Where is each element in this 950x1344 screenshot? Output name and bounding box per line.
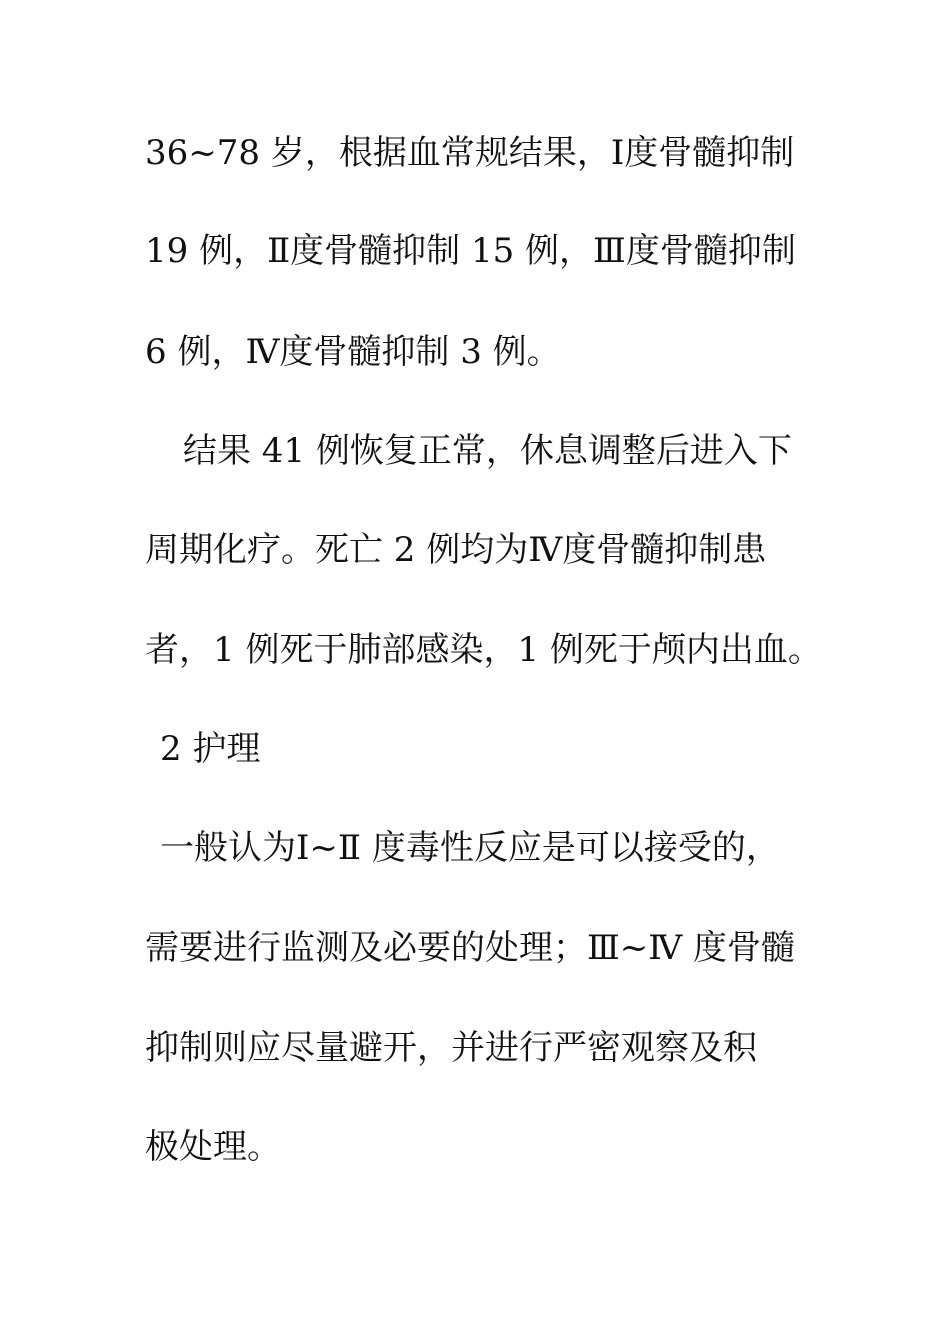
paragraph-start-line: 一般认为Ⅰ~Ⅱ 度毒性反应是可以接受的， <box>160 828 780 868</box>
text-line: 者，1 例死于肺部感染，1 例死于颅内出血。 <box>145 630 822 670</box>
text-line: 36~78 岁，根据血常规结果，Ⅰ度骨髓抑制 <box>145 133 795 173</box>
text-line: 需要进行监测及必要的处理；Ⅲ~Ⅳ 度骨髓 <box>145 928 796 968</box>
text-line: 19 例，Ⅱ度骨髓抑制 15 例，Ⅲ度骨髓抑制 <box>145 231 796 271</box>
text-line: 极处理。 <box>145 1127 281 1167</box>
text-line: 抑制则应尽量避开，并进行严密观察及积 <box>145 1028 757 1068</box>
text-line: 6 例，Ⅳ度骨髓抑制 3 例。 <box>145 332 561 372</box>
paragraph-start-line: 结果 41 例恢复正常，休息调整后进入下 <box>183 431 792 471</box>
section-heading: 2 护理 <box>160 729 261 769</box>
text-line: 周期化疗。死亡 2 例均为Ⅳ度骨髓抑制患 <box>145 530 767 570</box>
